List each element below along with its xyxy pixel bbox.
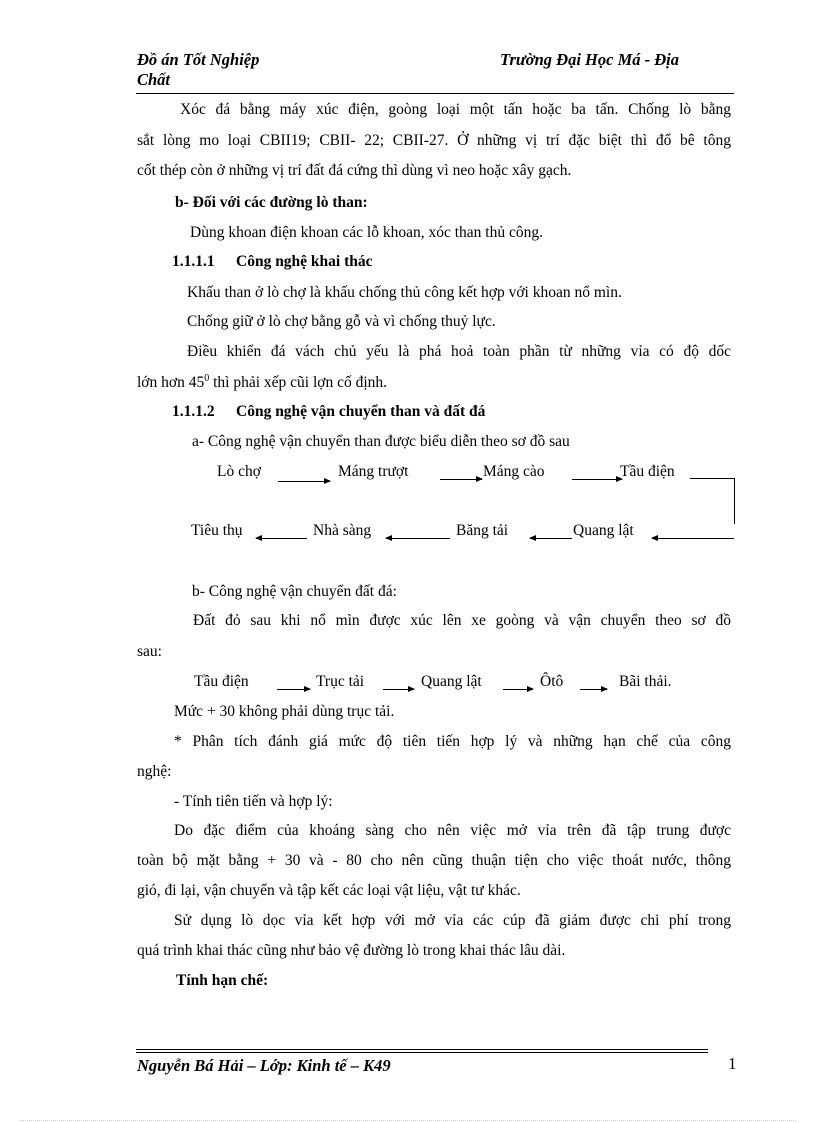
heading-number: 1.1.1.1 [172,253,215,270]
footer-rule [136,1052,708,1053]
node-mang-cao: Máng cào [483,463,545,480]
heading-text: Công nghệ vận chuyển than và đất đá [236,403,486,420]
arrow-left [652,538,734,539]
connector-line [690,478,735,479]
heading-1-1-1-1 [172,253,373,271]
node-lo-cho: Lò chợ [217,463,261,480]
text-span: thì phải xếp cũi lợn cố định. [209,374,388,392]
heading-text: Công nghệ khai thác [236,253,373,270]
node-quang-lat-2: Quang lật [421,673,482,690]
node-bai-thai: Bãi thải. [619,673,672,690]
arrow-left [256,538,307,539]
header-left [137,50,259,90]
node-tau-dien-2: Tầu điện [194,673,249,690]
arrow-right [278,481,330,482]
section-heading-limit: Tính hạn chế: [176,972,269,989]
paragraph-line: * Phân tích đánh giá mức độ tiên tiến hợp lý và những hạn chế của công [174,733,731,750]
node-oto: Ôtô [540,673,564,690]
header-left-line1: Đồ án Tốt Nghiệp [137,50,260,69]
paragraph-line: Sử dụng lò dọc vỉa kết hợp với mở vỉa các cúp đã giảm được chi phí trong [174,912,731,929]
header-right: Trường Đại Học Má - Địa [500,50,680,69]
paragraph-line: Điều khiển đá vách chủ yếu là phá hoả toàn phần từ những vỉa có độ dốc [187,343,731,360]
paragraph-line: - Tính tiên tiến và hợp lý: [174,793,333,810]
heading-1-1-1-2 [172,403,485,421]
paragraph-line: Chống giữ ở lò chợ bằng gỗ và vì chống thuỷ lực. [187,313,496,330]
list-item-b: b- Công nghệ vận chuyển đất đá: [192,583,397,600]
page-number: 1 [728,1054,737,1073]
list-item-a: a- Công nghệ vận chuyển than được biểu diễn theo sơ đồ sau [192,433,570,450]
footer-author: Nguyễn Bá Hải – Lớp: Kinh tế – K49 [137,1056,391,1075]
paragraph-line: Xóc đá bằng máy xúc điện, goòng loại một tấn hoặc ba tấn. Chống lò bằng [180,101,731,118]
node-tau-dien: Tầu điện [620,463,675,480]
footer-rule [136,1049,708,1050]
node-bang-tai: Băng tải [456,522,509,539]
arrow-right [503,689,533,690]
node-quang-lat: Quang lật [573,522,634,539]
connector-vertical [734,478,735,524]
header-rule [136,93,734,94]
arrow-left [386,538,450,539]
paragraph-line: cốt thép còn ở những vị trí đất đá cứng thì dùng vì neo hoặc xây gạch. [137,162,572,179]
paragraph-line: Khấu than ở lò chợ là khấu chống thủ công kết hợp với khoan nổ mìn. [187,284,622,301]
paragraph-line: nghệ: [137,763,172,780]
node-tieu-thu: Tiêu thụ [191,522,243,539]
paragraph-line: sau: [137,643,162,660]
paragraph-line: Mức + 30 không phải dùng trục tải. [174,703,395,720]
paragraph-line: sắt lòng mo loại CBII19; CBII- 22; CBII-27. Ở những vị trí đặc biệt thì đổ bê tông [137,132,731,149]
arrow-right [572,479,622,480]
section-heading-b: b- Đối với các đường lò than: [175,194,368,211]
paragraph-line: gió, đi lại, vận chuyển và tập kết các loại vật liệu, vật tư khác. [137,882,521,899]
page-edge [20,1120,796,1121]
arrow-right [277,689,310,690]
paragraph-line: Dùng khoan điện khoan các lỗ khoan, xóc than thủ công. [190,224,543,241]
heading-number: 1.1.1.2 [172,403,215,420]
arrow-left [530,538,572,539]
header-left-line2: Chất [137,70,171,89]
node-nha-sang: Nhà sàng [313,522,372,539]
paragraph-line: Do đặc điểm của khoáng sàng cho nên việc mở vỉa trên đã tập trung được [174,822,731,839]
arrow-right [580,689,607,690]
paragraph-line [137,373,387,392]
paragraph-line: quá trình khai thác cũng như bảo vệ đường lò trong khai thác lâu dài. [137,942,566,959]
arrow-right [440,479,482,480]
arrow-right [383,689,414,690]
text-span: lớn hơn 45 [137,374,205,392]
superscript: 0 [204,373,210,384]
paragraph-line: Đất đỏ sau khi nổ mìn được xúc lên xe goòng và vận chuyển theo sơ đồ [193,612,731,629]
node-mang-truot: Máng trượt [338,463,409,480]
paragraph-line: toàn bộ mặt bằng + 30 và - 80 cho nên cũng thuận tiện cho việc thoát nước, thông [137,852,731,869]
node-truc-tai: Trục tải [316,673,365,690]
